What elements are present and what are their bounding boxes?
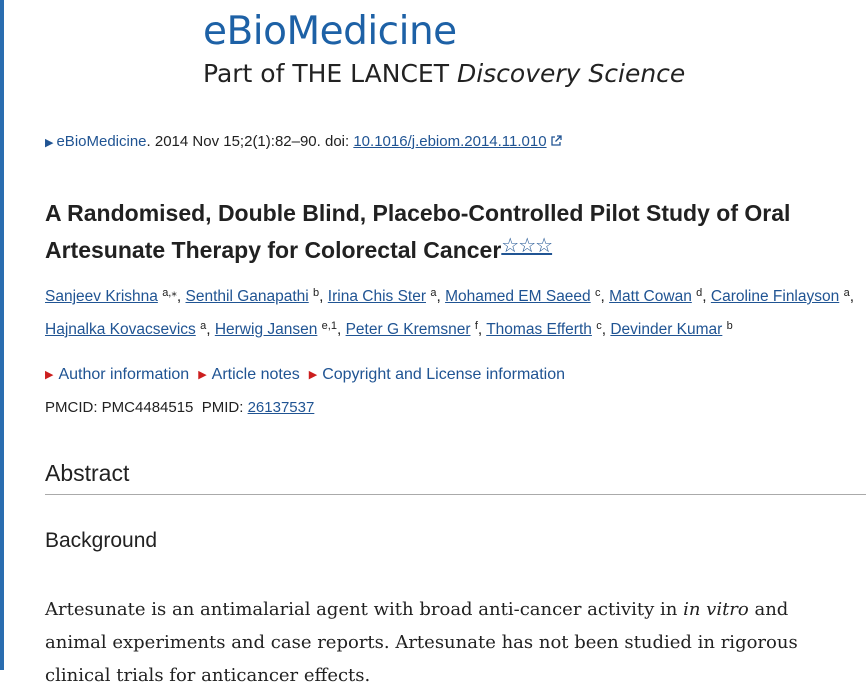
- author-affiliation[interactable]: c: [594, 287, 601, 299]
- background-heading: Background: [45, 529, 158, 552]
- body-text-part-2: and animal experiments and case reports. Artesunate has not been studied in rigorous clinical trials for anticancer effects.: [45, 599, 798, 686]
- author-separator: ,: [849, 288, 854, 305]
- author-affiliation[interactable]: a: [200, 320, 207, 332]
- journal-link[interactable]: eBioMedicine: [56, 133, 147, 150]
- info-toggle-label: Article notes: [211, 366, 300, 383]
- author-separator: ,: [436, 288, 446, 305]
- author-list: [45, 280, 860, 346]
- author-link[interactable]: Senthil Ganapathi: [185, 288, 309, 305]
- author-separator: ,: [176, 288, 186, 305]
- pmcid-value: PMC4484515: [101, 399, 194, 416]
- citation-line: [45, 133, 562, 150]
- left-accent-bar: [0, 0, 4, 670]
- abstract-background-text: [45, 593, 835, 692]
- info-toggle-label: Author information: [58, 366, 190, 383]
- author-link[interactable]: Matt Cowan: [609, 288, 692, 305]
- info-toggle[interactable]: [309, 366, 565, 383]
- article-info-links: [45, 366, 574, 384]
- expand-triangle-icon[interactable]: ▶: [45, 137, 54, 149]
- expand-triangle-icon: ▶: [45, 369, 54, 381]
- author-link[interactable]: Thomas Efferth: [486, 321, 592, 338]
- author-affiliation[interactable]: c: [596, 320, 602, 332]
- author-separator: ,: [601, 321, 611, 338]
- journal-logo[interactable]: [203, 8, 685, 89]
- author-link[interactable]: Mohamed EM Saeed: [445, 288, 591, 305]
- body-text-part-1: Artesunate is an antimalarial agent with broad anti-cancer activity in: [45, 599, 684, 620]
- journal-tagline: [203, 59, 685, 89]
- author-link[interactable]: Irina Chis Ster: [327, 288, 426, 305]
- info-toggle[interactable]: [45, 366, 189, 383]
- author-separator: ,: [319, 288, 328, 305]
- author-affiliation[interactable]: a,⁎: [162, 287, 177, 299]
- author-affiliation[interactable]: d: [696, 287, 703, 299]
- expand-triangle-icon: ▶: [308, 369, 318, 381]
- pmid-label: PMID:: [201, 399, 248, 416]
- author-affiliation[interactable]: a: [843, 287, 850, 299]
- author-link[interactable]: Devinder Kumar: [610, 321, 723, 338]
- info-toggle[interactable]: [198, 366, 300, 383]
- author-affiliation[interactable]: b: [313, 287, 320, 299]
- article-title-text: A Randomised, Double Blind, Placebo-Controlled Pilot Study of Oral Artesunate Therapy for Colorectal Cancer: [45, 200, 791, 263]
- author-affiliation[interactable]: f: [474, 320, 478, 332]
- author-affiliation[interactable]: a: [430, 287, 437, 299]
- author-affiliation[interactable]: b: [726, 320, 733, 332]
- author-separator: ,: [206, 321, 215, 338]
- author-separator: ,: [600, 288, 610, 305]
- tagline-prefix: Part of THE LANCET: [203, 59, 457, 88]
- author-link[interactable]: Hajnalka Kovacsevics: [45, 321, 196, 338]
- author-link[interactable]: Herwig Jansen: [214, 321, 318, 338]
- article-title: [45, 197, 825, 267]
- body-text-italic: in vitro: [683, 599, 749, 620]
- info-toggle-label: Copyright and License information: [322, 366, 565, 383]
- journal-name: eBioMedicine: [203, 9, 457, 54]
- author-separator: ,: [702, 288, 711, 305]
- title-footnote-stars[interactable]: ☆☆☆: [501, 235, 553, 257]
- author-link[interactable]: Sanjeev Krishna: [45, 288, 158, 305]
- external-link-icon[interactable]: [550, 135, 562, 147]
- article-ids: [45, 399, 314, 416]
- author-link[interactable]: Caroline Finlayson: [710, 288, 840, 305]
- tagline-italic: Discovery Science: [456, 59, 686, 88]
- pmid-link[interactable]: 26137537: [247, 399, 315, 416]
- abstract-heading: Abstract: [45, 460, 866, 495]
- author-separator: ,: [477, 321, 487, 338]
- pmcid-label: PMCID:: [45, 399, 102, 416]
- author-affiliation[interactable]: e,1: [321, 320, 337, 332]
- author-separator: ,: [336, 321, 346, 338]
- citation-details: . 2014 Nov 15;2(1):82–90. doi:: [146, 133, 354, 150]
- doi-link[interactable]: 10.1016/j.ebiom.2014.11.010: [353, 133, 547, 150]
- expand-triangle-icon: ▶: [198, 369, 207, 381]
- author-link[interactable]: Peter G Kremsner: [345, 321, 471, 338]
